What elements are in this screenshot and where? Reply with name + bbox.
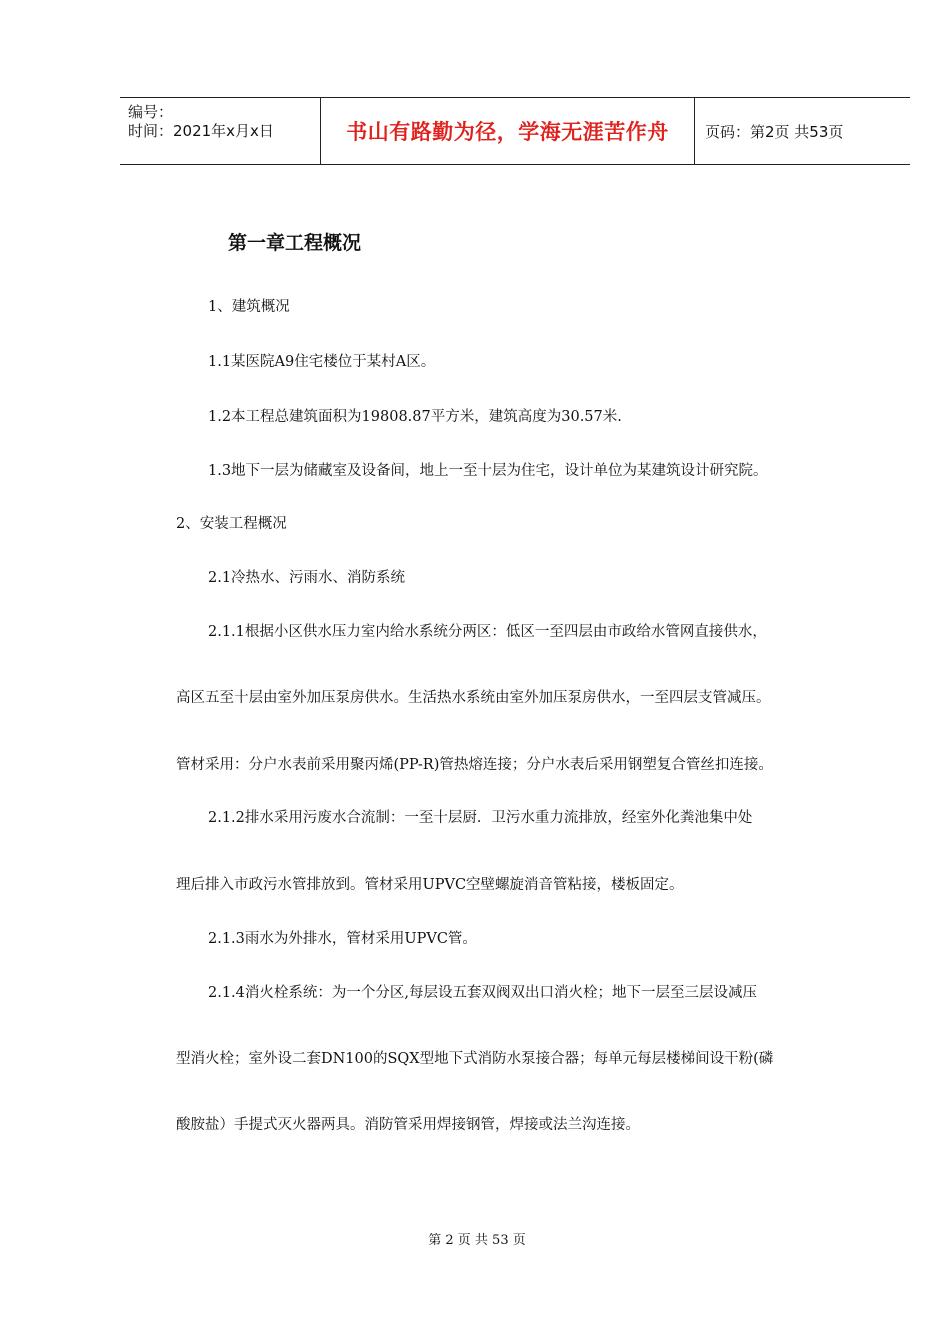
paragraph-2-1-3: 2.1.3雨水为外排水，管材采用UPVC管。	[208, 931, 477, 947]
paragraph-1-1: 1.1某医院A9住宅楼位于某村A区。	[208, 354, 436, 370]
header-info-cell	[120, 98, 321, 164]
header-page-cell	[695, 98, 910, 164]
paragraph-2-1-4-line1: 2.1.4消火栓系统：为一个分区,每层设五套双阀双出口消火栓；地下一层至三层设减压	[208, 985, 758, 1001]
header-page-label: 页码：第2页 共53页	[705, 122, 844, 141]
paragraph-2-1-2-line1: 2.1.2排水采用污废水合流制：一至十层厨．卫污水重力流排放，经室外化粪池集中处	[208, 810, 753, 826]
footer-page-number: 第 2 页 共 53 页	[428, 1233, 526, 1248]
paragraph-2-1-1-line2: 高区五至十层由室外加压泵房供水。生活热水系统由室外加压泵房供水，一至四层支管减压。	[176, 690, 771, 706]
chapter-title: 第一章工程概况	[228, 232, 362, 254]
header-motto-cell	[321, 98, 695, 164]
section-heading-installation: 2、安装工程概况	[176, 516, 287, 532]
paragraph-2-1-4-line3: 酸胺盐）手提式灭火器两具。消防管采用焊接钢管，焊接或法兰沟连接。	[176, 1117, 640, 1133]
page-header	[120, 97, 910, 165]
paragraph-2-1-4-line2: 型消火栓；室外设二套DN100的SQX型地下式消防水泵接合器；每单元每层楼梯间设干粉(磷	[176, 1051, 774, 1067]
paragraph-2-1-1-line1: 2.1.1根据小区供水压力室内给水系统分两区：低区一至四层由市政给水管网直接供水，	[208, 624, 767, 640]
document-number-label: 编号：	[128, 103, 174, 121]
paragraph-1-2: 1.2本工程总建筑面积为19808.87平方米，建筑高度为30.57米.	[208, 409, 622, 425]
header-motto: 书山有路勤为径，学海无涯苦作舟	[346, 120, 669, 144]
paragraph-1-3: 1.3地下一层为储藏室及设备间，地上一至十层为住宅，设计单位为某建筑设计研究院。	[208, 463, 768, 479]
paragraph-2-1-1-line3: 管材采用：分户水表前采用聚丙烯(PP-R)管热熔连接；分户水表后采用钢塑复合管丝扣连接。	[176, 757, 773, 773]
document-date-label: 时间：2021年x月x日	[128, 122, 274, 140]
paragraph-2-1: 2.1冷热水、污雨水、消防系统	[208, 570, 406, 586]
section-heading-building: 1、建筑概况	[208, 299, 290, 315]
paragraph-2-1-2-line2: 理后排入市政污水管排放到。管材采用UPVC空壁螺旋消音管粘接，楼板固定。	[176, 877, 684, 893]
page-footer	[0, 1229, 950, 1248]
